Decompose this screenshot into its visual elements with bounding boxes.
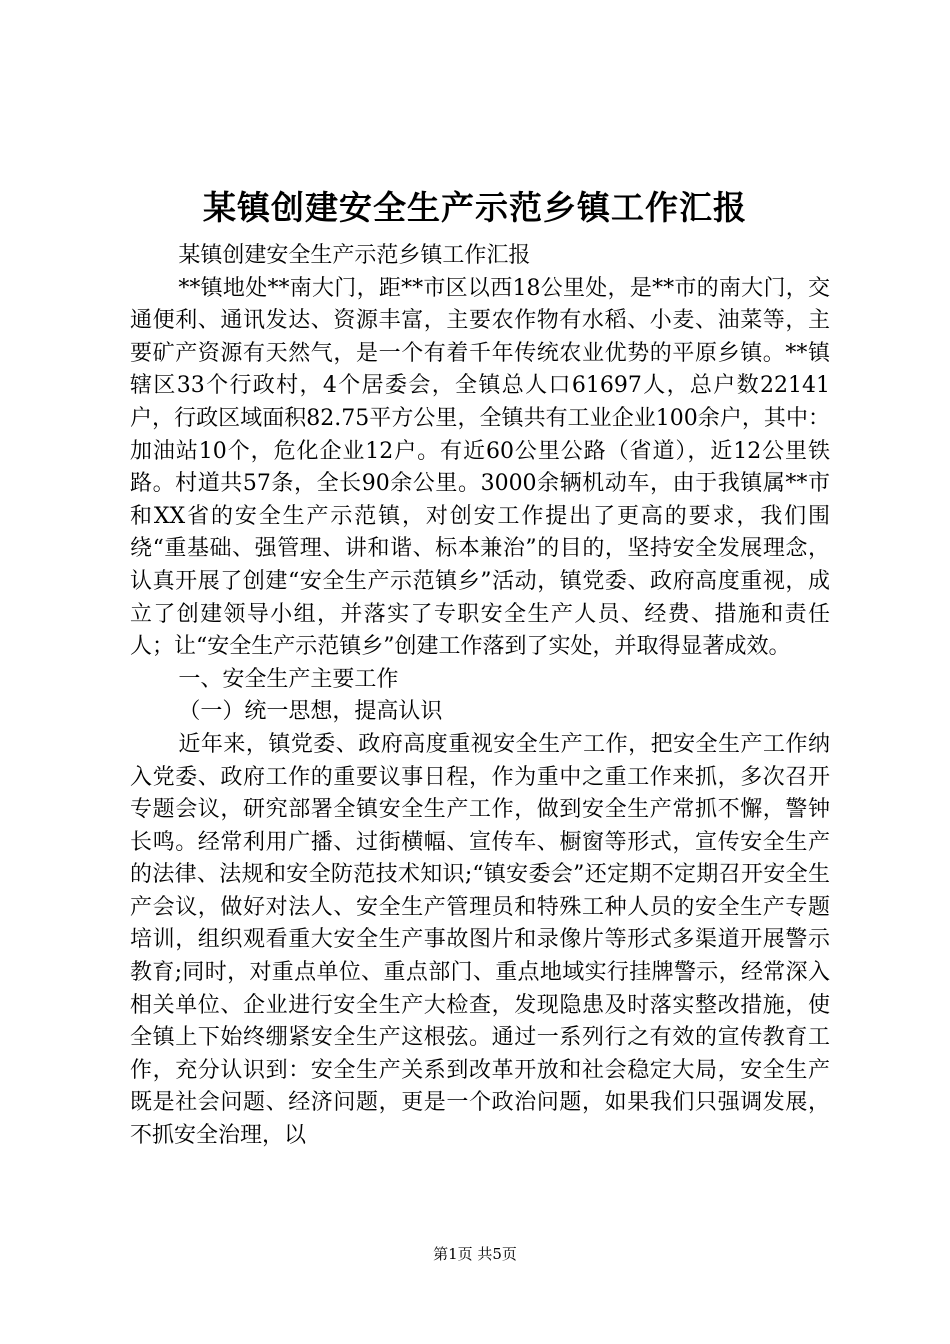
page-footer: 第1页 共5页 xyxy=(433,1245,517,1263)
document-body xyxy=(130,240,830,1153)
paragraph-heading-repeat: 某镇创建安全生产示范乡镇工作汇报 xyxy=(178,243,531,268)
section-heading: 一、安全生产主要工作 xyxy=(178,666,399,692)
paragraph-overview: **镇地处**南大门，距**市区以西18公里处，是**市的南大门，交通便利、通讯发达、资源丰富，主要农作物有水稻、小麦、油菜等，主要矿产资源有天然气，是一个有着千年传统农业优势的平原乡镇。**镇辖区33个行政村，4个居委会，全镇总人口61697人，总户数22141户，行政区域面积82.75平方公里，全镇共有工业企业100余户，其中：加油站10个，危化企业12户。有近60公里公路（省道），近12公里铁路。村道共57条，全长90余公里。3000余辆机动车，由于我镇属**市和XX省的安全生产示范镇，对创安工作提出了更高的要求，我们围绕“重基础、强管理、讲和谐、标本兼治”的目的，坚持安全发展理念，认真开展了创建“安全生产示范镇乡”活动，镇党委、政府高度重视，成立了创建领导小组，并落实了专职安全生产人员、经费、措施和责任人；让“安全生产示范镇乡”创建工作落到了实处，并取得显著成效。 xyxy=(130,275,830,660)
paragraph-body: 近年来，镇党委、政府高度重视安全生产工作，把安全生产工作纳入党委、政府工作的重要议事日程，作为重中之重工作来抓，多次召开专题会议，研究部署全镇安全生产工作，做到安全生产常抓不懈，警钟长鸣。经常利用广播、过街横幅、宣传车、橱窗等形式，宣传安全生产的法律、法规和安全防范技术知识;“镇安委会”还定期不定期召开安全生产会议，做好对法人、安全生产管理员和特殊工种人员的安全生产专题培训，组织观看重大安全生产事故图片和录像片等形式多渠道开展警示教育;同时，对重点单位、重点部门、重点地域实行挂牌警示，经常深入相关单位、企业进行安全生产大检查，发现隐患及时落实整改措施，使全镇上下始终绷紧安全生产这根弦。通过一系列行之有效的宣传教育工作，充分认识到：安全生产关系到改革开放和社会稳定大局，安全生产既是社会问题、经济问题，更是一个政治问题，如果我们只强调发展，不抓安全治理，以 xyxy=(130,731,830,1149)
subsection-heading: （一）统一思想，提高认识 xyxy=(178,699,443,725)
document-title: 某镇创建安全生产示范乡镇工作汇报 xyxy=(203,188,747,227)
